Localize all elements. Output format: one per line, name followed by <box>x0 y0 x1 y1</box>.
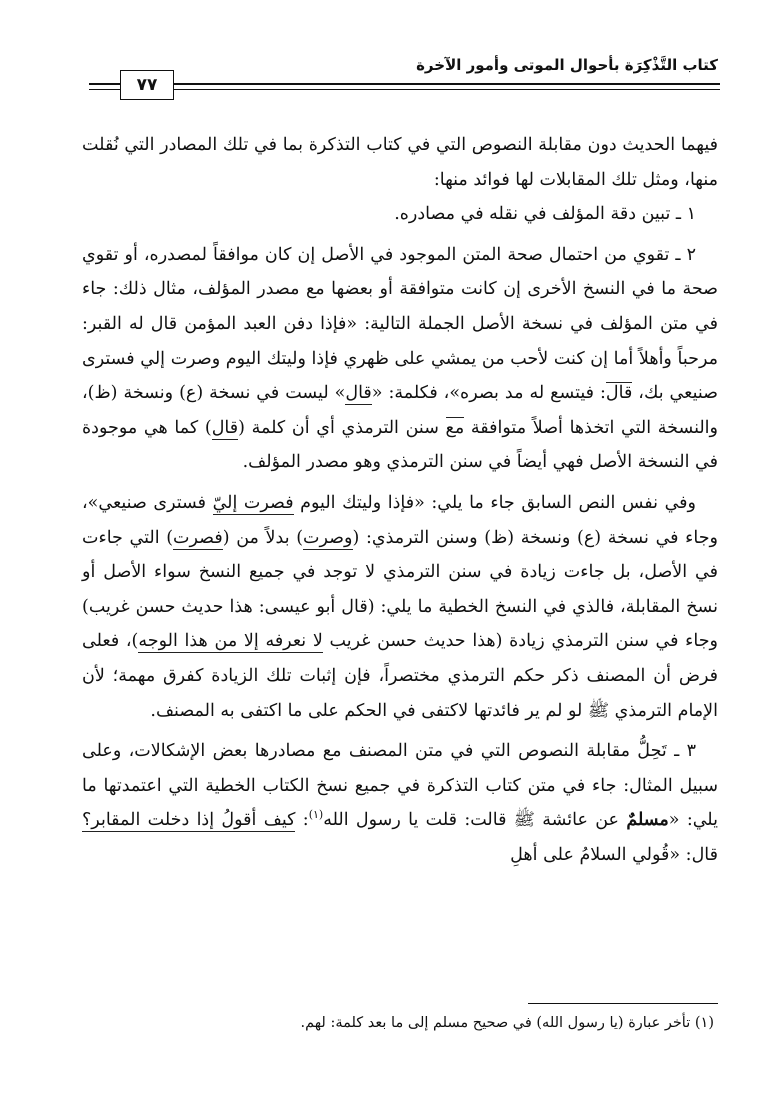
footnote: (١) تأخر عبارة (يا رسول الله) في صحيح مسلم إلى ما بعد كلمة: لهم. <box>300 1015 714 1031</box>
footnote-ref: (١) <box>308 808 324 822</box>
list-item-3: ٣ ـ تَحِلُّ مقابلة النصوص التي في متن المصنف مع مصادرها بعض الإشكالات، وعلى سبيل المثال: جاء في متن كتاب التذكرة في جميع نسخ الكتاب الخطية التي اعتمدتها ما يلي: «مسلمٌ عن عائشة ﷺ قالت: قلت يا رسول الله$^{(١)}$: كيف أقولُ إذا دخلت المقابر؟ قال: «قُولي السلامُ على أهلِ <box>82 741 718 865</box>
list-item-2: ٢ ـ تقوي من احتمال صحة المتن الموجود في الأصل إن كان موافقاً لمصدره، أو تقوي صحة ما في النسخ الأخرى إن كانت متوافقة أو بعضها مع مصدر المؤلف، مثال ذلك: جاء في متن المؤلف في نسخة الأصل الجملة التالية: «فإذا دفن العبد المؤمن قال له القبر: مرحباً وأهلاً أما إن كنت لأحب من يمشي على ظهري فإذا وليتك اليوم وصرت إلي فسترى صنيعي بك، قال: فيتسع له مد بصره»، فكلمة: «قال» ليست في نسخة (ع) ونسخة (ظ)، والنسخة التي اتخذها أصلاً متوافقة مع سنن الترمذي أي أن كلمة (قال) كما هي موجودة في النسخة الأصل فهي أيضاً في سنن الترمذي وهو مصدر المؤلف. <box>82 244 719 473</box>
footnote-separator <box>528 1003 718 1004</box>
page-number: ٧٧ <box>120 70 174 100</box>
main-text <box>82 128 718 872</box>
header-rule-thick <box>89 83 720 85</box>
paragraph-intro: فيهما الحديث دون مقابلة النصوص التي في كتاب التذكرة بما في تلك المصادر التي نُقلت منها، ومثل تلك المقابلات لها فوائد منها: <box>82 135 718 190</box>
list-item-1: ١ ـ تبين دقة المؤلف في نقله في مصادره. <box>394 204 696 225</box>
header-rule-thin <box>89 89 720 90</box>
running-title: كتاب التَّذْكِرَة بأحوال الموتى وأمور الآخرة <box>416 56 718 74</box>
paragraph-comparison: وفي نفس النص السابق جاء ما يلي: «فإذا وليتك اليوم فصرت إليّ فسترى صنيعي»، وجاء في نسخة (ع) ونسخة (ظ) وسنن الترمذي: (وصرت) بدلاً من (فصرت) التي جاءت في الأصل، بل جاءت زيادة في سنن الترمذي لا توجد في جميع النسخ سواء الأصل أو نسخ المقابلة، فالذي في النسخ الخطية ما يلي: (قال أبو عيسى: هذا حديث حسن غريب) وجاء في سنن الترمذي زيادة (هذا حديث حسن غريب لا نعرفه إلا من هذا الوجه)، فعلى فرض أن المصنف ذكر حكم الترمذي مختصراً، فإن إثبات تلك الزيادة كفرق مهمة؛ لأن الإمام الترمذي ﷺ لو لم ير فائدتها لاكتفى في الحكم على ما اكتفى به المصنف. <box>82 492 718 721</box>
